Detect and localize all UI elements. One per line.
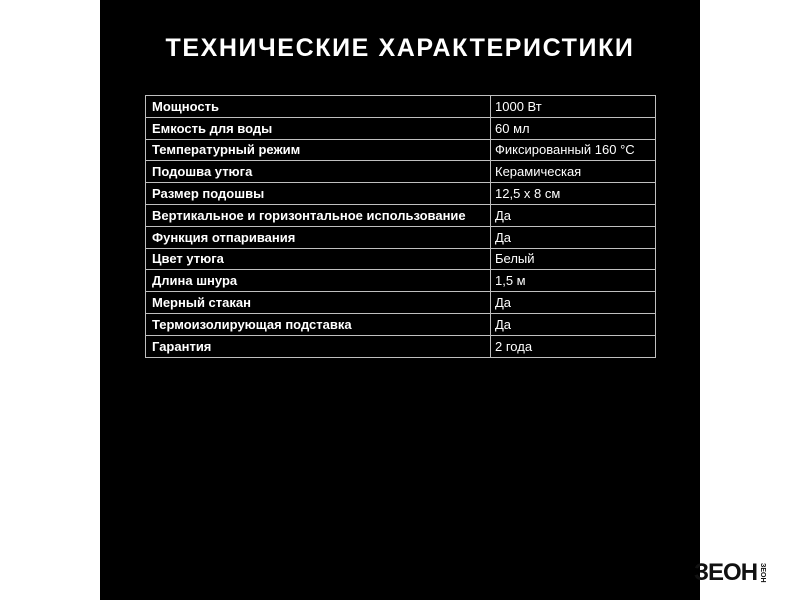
spec-value: 12,5 х 8 см (491, 183, 656, 205)
table-row (146, 117, 656, 139)
table-row (146, 292, 656, 314)
table-row (146, 204, 656, 226)
spec-value: 60 мл (491, 117, 656, 139)
spec-label: Вертикальное и горизонтальное использование (146, 204, 491, 226)
spec-value: Да (491, 313, 656, 335)
table-row (146, 270, 656, 292)
specs-table (145, 95, 656, 358)
brand-logo (694, 558, 766, 588)
spec-label: Длина шнура (146, 270, 491, 292)
spec-label: Цвет утюга (146, 248, 491, 270)
table-row (146, 226, 656, 248)
logo-subtext: ЗЕОН (759, 563, 767, 583)
table-row (146, 313, 656, 335)
table-row (146, 183, 656, 205)
spec-value: Фиксированный 160 °C (491, 139, 656, 161)
spec-label: Гарантия (146, 335, 491, 357)
spec-value: 1,5 м (491, 270, 656, 292)
spec-value: 1000 Вт (491, 96, 656, 118)
table-row (146, 96, 656, 118)
spec-label: Функция отпаривания (146, 226, 491, 248)
spec-value: Да (491, 204, 656, 226)
spec-label: Размер подошвы (146, 183, 491, 205)
spec-label: Подошва утюга (146, 161, 491, 183)
spec-label: Мощность (146, 96, 491, 118)
spec-label: Емкость для воды (146, 117, 491, 139)
spec-value: 2 года (491, 335, 656, 357)
spec-label: Температурный режим (146, 139, 491, 161)
spec-value: Белый (491, 248, 656, 270)
table-row (146, 248, 656, 270)
spec-label: Термоизолирующая подставка (146, 313, 491, 335)
table-row (146, 335, 656, 357)
logo-text: ЗЕОН (694, 559, 758, 586)
table-row (146, 139, 656, 161)
page-title: ТЕХНИЧЕСКИЕ ХАРАКТЕРИСТИКИ (165, 34, 635, 62)
spec-value: Керамическая (491, 161, 656, 183)
table-row (146, 161, 656, 183)
spec-value: Да (491, 292, 656, 314)
spec-value: Да (491, 226, 656, 248)
spec-label: Мерный стакан (146, 292, 491, 314)
